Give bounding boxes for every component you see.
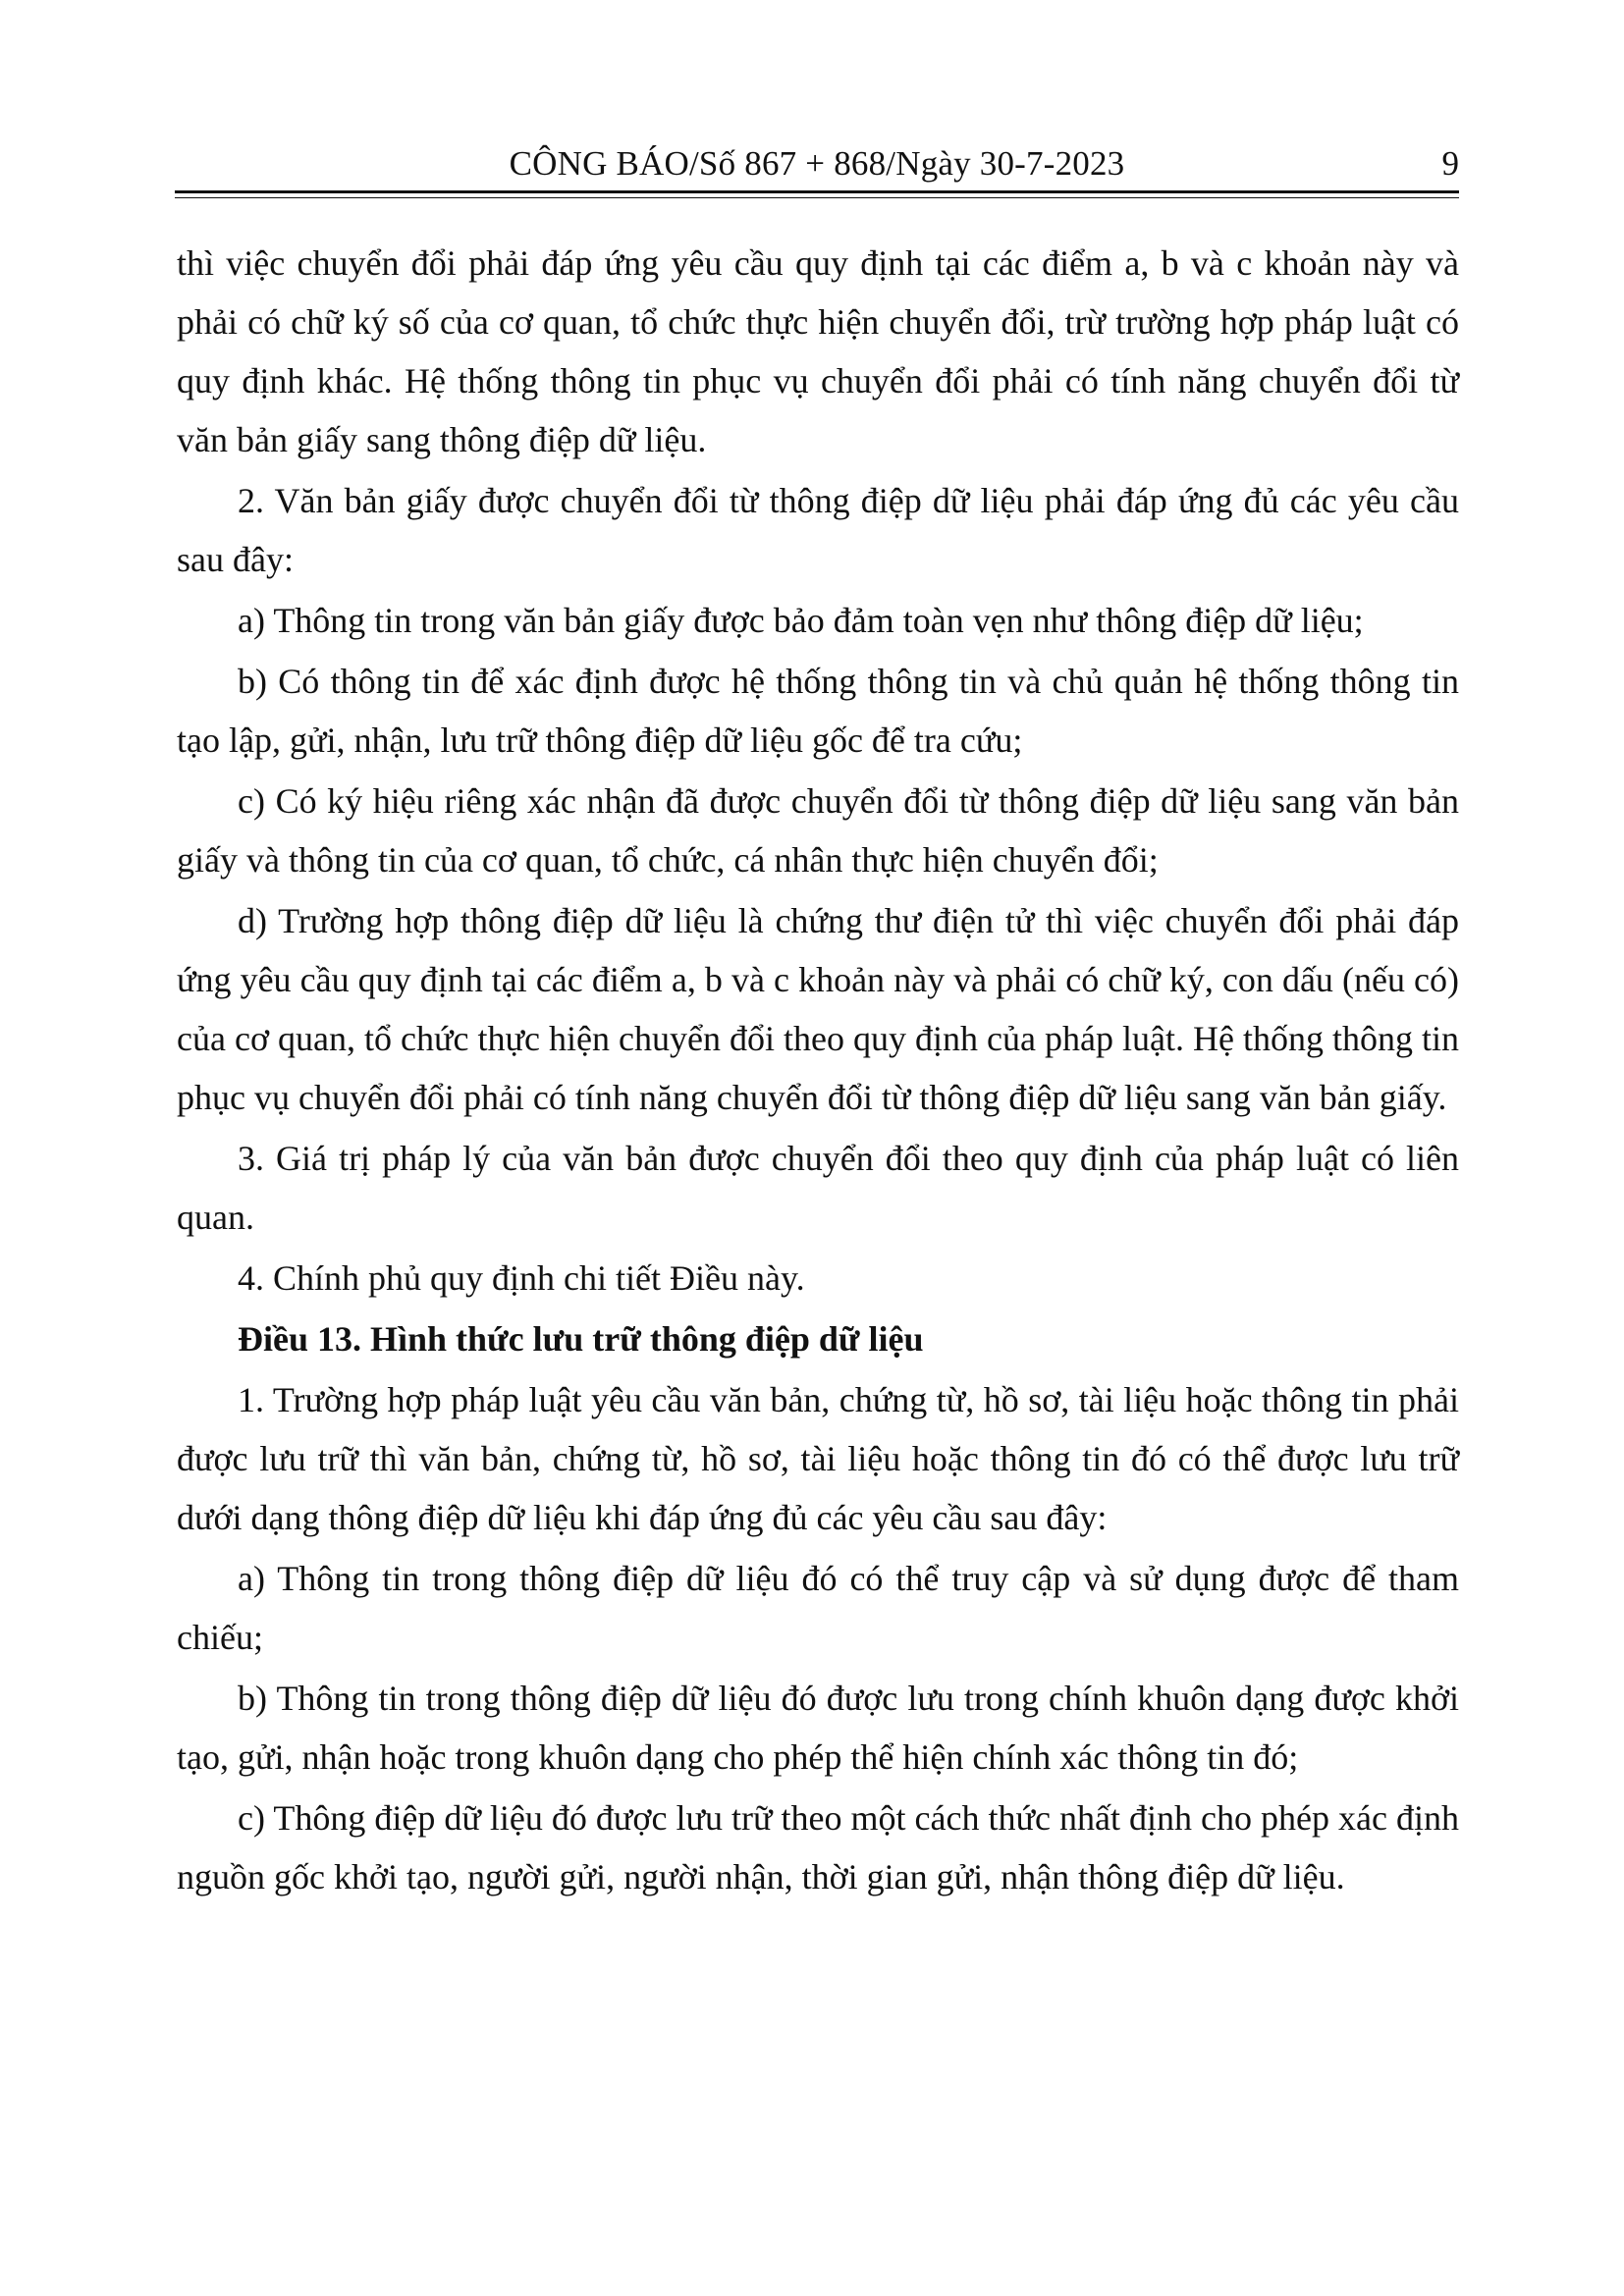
gazette-title: CÔNG BÁO/Số 867 + 868/Ngày 30-7-2023 (509, 144, 1125, 183)
document-body (177, 234, 1459, 1908)
paragraph-clause-4: 4. Chính phủ quy định chi tiết Điều này. (238, 1258, 805, 1298)
paragraph-clause-3: 3. Giá trị pháp lý của văn bản được chuyển đổi theo quy định của pháp luật có liên quan. (177, 1139, 1459, 1237)
paragraph-continuation: thì việc chuyển đổi phải đáp ứng yêu cầu quy định tại các điểm a, b và c khoản này và phải có chữ ký số của cơ quan, tổ chức thực hiện chuyển đổi, trừ trường hợp pháp luật có quy định khác. Hệ thống thông tin phục vụ chuyển đổi phải có tính năng chuyển đổi từ văn bản giấy sang thông điệp dữ liệu. (177, 243, 1459, 459)
header-rule-thick (175, 190, 1459, 193)
paragraph-point-a: a) Thông tin trong văn bản giấy được bảo đảm toàn vẹn như thông điệp dữ liệu; (238, 601, 1364, 640)
paragraph-point-d: d) Trường hợp thông điệp dữ liệu là chứng thư điện tử thì việc chuyển đổi phải đáp ứng yêu cầu quy định tại các điểm a, b và c khoản này và phải có chữ ký, con dấu (nếu có) của cơ quan, tổ chức thực hiện chuyển đổi theo quy định của pháp luật. Hệ thống thông tin phục vụ chuyển đổi phải có tính năng chuyển đổi từ thông điệp dữ liệu sang văn bản giấy. (177, 901, 1459, 1117)
paragraph-article-13-clause-1: 1. Trường hợp pháp luật yêu cầu văn bản, chứng từ, hồ sơ, tài liệu hoặc thông tin phải được lưu trữ thì văn bản, chứng từ, hồ sơ, tài liệu hoặc thông tin đó có thể được lưu trữ dưới dạng thông điệp dữ liệu khi đáp ứng đủ các yêu cầu sau đây: (177, 1380, 1459, 1537)
paragraph-point-c: c) Có ký hiệu riêng xác nhận đã được chuyển đổi từ thông điệp dữ liệu sang văn bản giấy và thông tin của cơ quan, tổ chức, cá nhân thực hiện chuyển đổi; (177, 781, 1459, 880)
paragraph-point-b: b) Có thông tin để xác định được hệ thống thông tin và chủ quản hệ thống thông tin tạo lập, gửi, nhận, lưu trữ thông điệp dữ liệu gốc để tra cứu; (177, 662, 1459, 760)
header-rule-thin (175, 197, 1459, 198)
paragraph-article-13-point-c: c) Thông điệp dữ liệu đó được lưu trữ theo một cách thức nhất định cho phép xác định nguồn gốc khởi tạo, người gửi, người nhận, thời gian gửi, nhận thông điệp dữ liệu. (177, 1798, 1459, 1896)
paragraph-clause-2: 2. Văn bản giấy được chuyển đổi từ thông điệp dữ liệu phải đáp ứng đủ các yêu cầu sau đây: (177, 481, 1459, 579)
paragraph-article-13-point-a: a) Thông tin trong thông điệp dữ liệu đó có thể truy cập và sử dụng được để tham chiếu; (177, 1559, 1459, 1657)
article-13-heading: Điều 13. Hình thức lưu trữ thông điệp dữ liệu (238, 1319, 924, 1359)
paragraph-article-13-point-b: b) Thông tin trong thông điệp dữ liệu đó được lưu trong chính khuôn dạng được khởi tạo, gửi, nhận hoặc trong khuôn dạng cho phép thể hiện chính xác thông tin đó; (177, 1679, 1459, 1777)
page-number: 9 (1441, 144, 1459, 183)
page-header (175, 140, 1459, 187)
